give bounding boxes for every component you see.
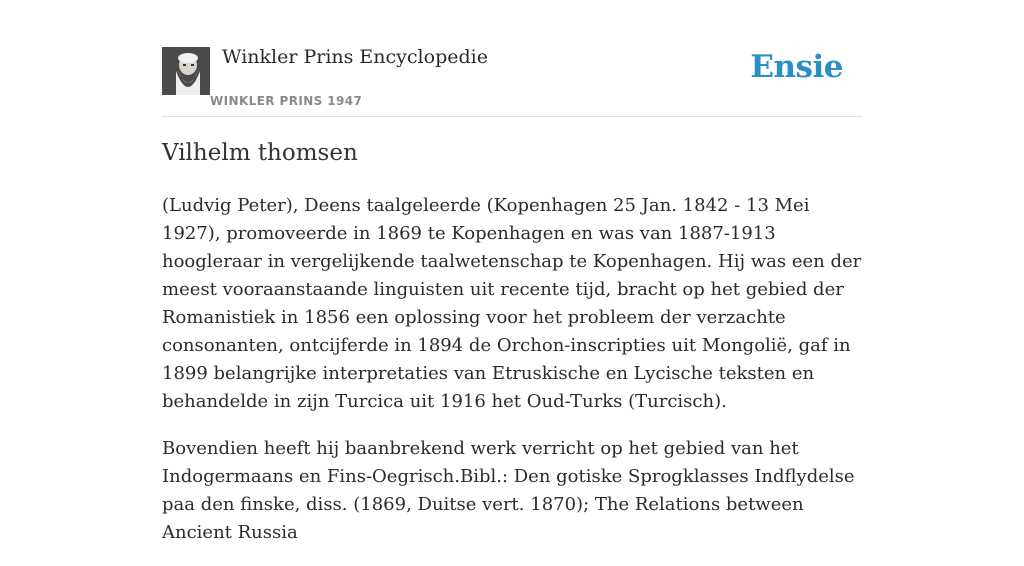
source-label[interactable]: WINKLER PRINS 1947 — [210, 94, 363, 108]
author-avatar[interactable] — [162, 47, 210, 95]
bearded-man-portrait-icon — [162, 47, 210, 95]
article-title: Vilhelm thomsen — [162, 140, 358, 166]
article-body — [162, 192, 862, 566]
brand-logo[interactable]: Ensie — [750, 49, 843, 85]
paragraph-1: (Ludvig Peter), Deens taalgeleerde (Kopenhagen 25 Jan. 1842 - 13 Mei 1927), promoveerde in 1869 te Kopenhagen en was van 1887-1913 hoogleraar in vergelijkende taalwetenschap te Kopenhagen. Hij was een der meest vooraanstaande linguisten uit recente tijd, bracht op het gebied der Romanistiek in 1856 een oplossing voor het probleem der verzachte consonanten, ontcijferde in 1894 de Orchon-inscripties uit Mongolië, gaf in 1899 belangrijke interpretaties van Etruskische en Lycische teksten en behandelde in zijn Turcica uit 1916 het Oud-Turks (Turcisch). — [162, 195, 862, 412]
site-title[interactable]: Winkler Prins Encyclopedie — [222, 46, 488, 68]
page — [162, 0, 862, 543]
header — [162, 0, 862, 117]
paragraph-2: Bovendien heeft hij baanbrekend werk verricht op het gebied van het Indogermaans en Fins-Oegrisch.Bibl.: Den gotiske Sprogklasses Indflydelse paa den finske, diss. (1869, Duitse vert. 1870); The Relations between Ancient Russia — [162, 438, 855, 543]
